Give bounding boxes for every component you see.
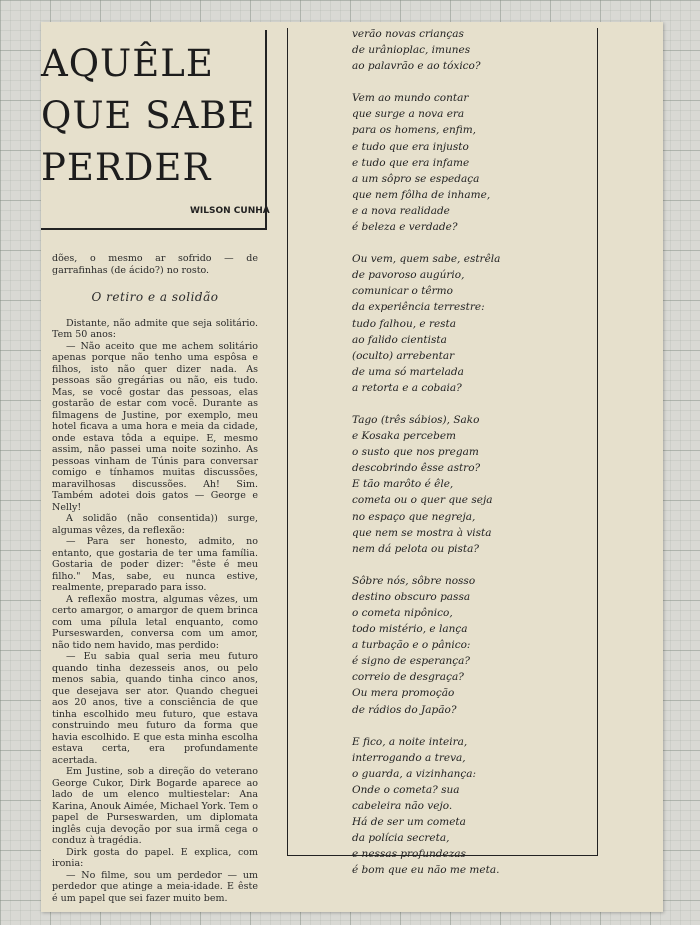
poem-line: e tudo que era injusto xyxy=(352,140,469,153)
poem-stanza xyxy=(352,573,587,718)
article-paragraph: A reflexão mostra, algumas vêzes, um certo amargor, o amargor de quem brinca com uma pílula letal enquanto, como Purseswarden, conversa com um amor, não tido nem havido, mas perdido: xyxy=(52,593,258,651)
poem-stanza xyxy=(352,251,587,396)
poem-stanza xyxy=(352,412,587,557)
poem-line: descobrindo êsse astro? xyxy=(352,462,481,475)
poem-line: da experiência terrestre: xyxy=(352,301,485,314)
poem-line: Ou mera promoção xyxy=(352,687,455,700)
poem-line: (oculto) arrebentar xyxy=(352,349,455,362)
poem-line: de uma só martelada xyxy=(352,365,464,378)
poem-line: Tago (três sábios), Sako xyxy=(352,413,480,426)
poem-line: que nem fôlha de inhame, xyxy=(352,188,491,201)
poem-line: a turbação e o pânico: xyxy=(352,639,471,652)
article-paragraph: — Para ser honesto, admito, no entanto, que gostaria de ter uma família. Gostaria de poder dizer: "êste é meu filho." Mas, sabe, eu nunca estive, realmente, preparado para isso. xyxy=(52,536,258,593)
poem-line: e tudo que era infame xyxy=(352,156,470,169)
poem-line: ao palavrão e ao tóxico? xyxy=(352,60,481,73)
poem-line: a um sôpro se espedaça xyxy=(352,172,480,185)
poem-line: tudo falhou, e resta xyxy=(352,317,457,330)
poem-line: da polícia secreta, xyxy=(352,832,450,845)
poem-line: é bom que eu não me meta. xyxy=(352,864,500,877)
article-paragraph: Distante, não admite que seja solitário. Tem 50 anos: xyxy=(52,317,258,340)
poem-line: nem dá pelota ou pista? xyxy=(352,542,480,555)
article-paragraph: — No filme, sou um perdedor — um perdedor que atinge a meia-idade. E êste é um papel que sei fazer muito bem. xyxy=(52,869,258,904)
article-paragraph: dões, o mesmo ar sofrido — de garrafinhas (de ácido?) no rosto. xyxy=(52,253,258,276)
article-body-column xyxy=(52,253,258,904)
poem-line: o cometa nipônico, xyxy=(352,607,453,619)
byline: WILSON CUNHA xyxy=(190,206,270,216)
section-title: O retiro e a solidão xyxy=(91,290,219,304)
poem-line: E tão marôto é êle, xyxy=(352,478,454,491)
poem-line: de pavoroso augúrio, xyxy=(352,269,465,282)
poem-line: o guarda, a vizinhança: xyxy=(352,767,477,780)
poem-line: é signo de esperança? xyxy=(352,655,471,668)
headline-line: PERDER xyxy=(41,146,212,189)
poem-line: E fico, a noite inteira, xyxy=(352,735,468,748)
poem-line: e a nova realidade xyxy=(352,204,450,217)
poem-line: Onde o cometa? sua xyxy=(352,783,460,796)
poem-stanza xyxy=(352,90,587,235)
article-paragraph: — Não aceito que me achem solitário apenas porque não tenho uma espôsa e filhos, isto não quer dizer nada. As pessoas são gregárias ou não, eis tudo. Mas, se você gostar das pessoas, elas gostarão de estar com você. Durante as filmagens de Justine, por exemplo, meu hotel ficava a uma hora e meia da cidade, onde estava tôda a equipe. E, mesmo assim, não passei uma noite sozinho. As pessoas vinham de Túnis para conversar comigo e tínhamos muitas discussões, maravilhosas discussões. Ah! Sim. Também adotei dois gatos — George e Nelly! xyxy=(52,340,258,513)
poem-line: que nem se mostra à vista xyxy=(352,526,492,539)
poem-line: cometa ou o quer que seja xyxy=(352,494,493,507)
poem-line: de urânioplac, imunes xyxy=(352,44,471,57)
poem-line: Há de ser um cometa xyxy=(352,816,466,829)
poem-line: no espaço que negreja, xyxy=(352,510,476,523)
poem-line: verão novas crianças xyxy=(352,28,464,40)
poem-line: é beleza e verdade? xyxy=(352,221,458,234)
poem-line: que surge a nova era xyxy=(352,108,465,121)
poem-line: correio de desgraça? xyxy=(352,671,464,684)
poem-line: Sôbre nós, sôbre nosso xyxy=(352,574,476,587)
poem-stanza xyxy=(352,734,587,879)
poem-line: destino obscuro passa xyxy=(352,590,471,603)
poem-line: comunicar o têrmo xyxy=(352,285,453,298)
poem-line: ao falido cientista xyxy=(352,333,447,346)
headline-line: QUE SABE xyxy=(41,94,256,137)
article-paragraph: — Eu sabia qual seria meu futuro quando tinha dezesseis anos, ou pelo menos sabia, quando tinha cinco anos, que desejava ser ator. Quando cheguei aos 20 anos, tive a consciência de que tinha escolhido meu futuro, que estava construindo meu futuro da forma que havia escolhido. E que esta minha escolha estava certa, era profundamente acertada. xyxy=(52,651,258,766)
poem-line: o susto que nos pregam xyxy=(352,446,479,459)
poem-line: cabeleira não vejo. xyxy=(352,800,453,813)
article-paragraph: Em Justine, sob a direção do veterano George Cukor, Dirk Bogarde aparece ao lado de um elenco multiestelar: Ana Karina, Anouk Aimée, Michael York. Tem o papel de Purseswarden, um diplomata inglês cuja devoção por sua irmã cega o conduz à tragédia. xyxy=(52,766,258,846)
article-paragraph: Dirk gosta do papel. E explica, com ironia: xyxy=(52,846,258,869)
poem-stanza xyxy=(352,26,587,74)
poem-line: Vem ao mundo contar xyxy=(352,92,469,105)
headline-line: AQUÊLE xyxy=(41,42,214,85)
poem-line: de rádios do Japão? xyxy=(352,703,457,716)
poem-line: Ou vem, quem sabe, estrêla xyxy=(352,253,501,266)
poem-line: a retorta e a cobaia? xyxy=(352,381,462,394)
article-headline xyxy=(41,38,256,194)
poem-line: e Kosaka percebem xyxy=(352,430,456,443)
poem-line: e nessas profundezas xyxy=(352,848,466,861)
poem-line: para os homens, enfim, xyxy=(352,124,477,137)
poem-line: todo mistério, e lança xyxy=(352,623,468,636)
poem-line: interrogando a treva, xyxy=(352,751,466,764)
article-paragraph: A solidão (não consentida)) surge, algumas vêzes, da reflexão: xyxy=(52,513,258,536)
poem xyxy=(352,26,587,895)
